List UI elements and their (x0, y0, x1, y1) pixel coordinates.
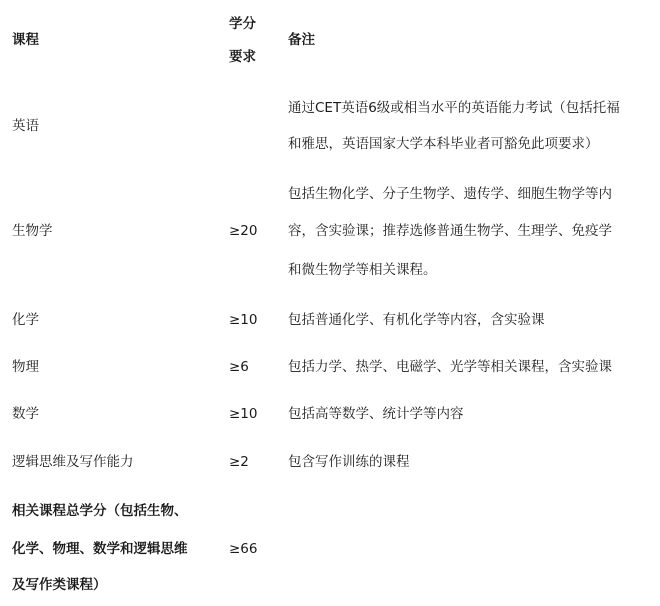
row-physics-course: 物理 (12, 359, 39, 375)
header-credits-line1: 学分 (229, 16, 256, 32)
row-logic-writing-note: 包含写作训练的课程 (288, 454, 410, 470)
row-math-credits: ≥10 (229, 406, 258, 422)
row-english-course: 英语 (12, 118, 39, 134)
row-chemistry-course: 化学 (12, 312, 39, 328)
row-english-note-line2: 和雅思，英语国家大学本科毕业者可豁免此项要求） (288, 136, 599, 152)
row-biology-note-line1: 包括生物化学、分子生物学、遗传学、细胞生物学等内 (288, 186, 612, 202)
header-credits-line2: 要求 (229, 49, 256, 65)
row-total-credits: ≥66 (229, 541, 258, 557)
row-physics-note: 包括力学、热学、电磁学、光学等相关课程，含实验课 (288, 359, 612, 375)
row-physics-credits: ≥6 (229, 359, 249, 375)
row-math-note: 包括高等数学、统计学等内容 (288, 406, 464, 422)
row-biology-credits: ≥20 (229, 223, 258, 239)
row-logic-writing-course: 逻辑思维及写作能力 (12, 454, 134, 470)
header-notes: 备注 (288, 32, 315, 48)
row-english-note-line1: 通过CET英语6级或相当水平的英语能力考试（包括托福 (288, 100, 620, 116)
row-chemistry-credits: ≥10 (229, 312, 258, 328)
row-biology-note-line2: 容，含实验课；推荐选修普通生物学、生理学、免疫学 (288, 223, 612, 239)
row-logic-writing-credits: ≥2 (229, 454, 249, 470)
row-biology-course: 生物学 (12, 223, 53, 239)
header-course: 课程 (12, 32, 39, 48)
row-math-course: 数学 (12, 406, 39, 422)
row-chemistry-note: 包括普通化学、有机化学等内容，含实验课 (288, 312, 545, 328)
row-total-label-line2: 化学、物理、数学和逻辑思维 (12, 541, 188, 557)
row-total-label-line3: 及写作类课程） (12, 577, 107, 593)
row-total-label-line1: 相关课程总学分（包括生物、 (12, 503, 188, 519)
row-biology-note-line3: 和微生物学等相关课程。 (288, 262, 437, 278)
